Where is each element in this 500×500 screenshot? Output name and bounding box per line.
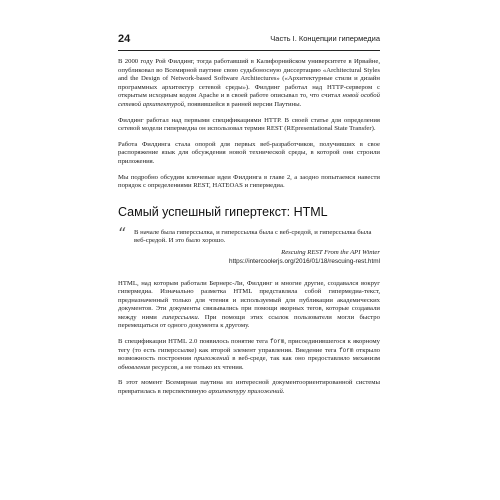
emphasis: гиперссылки [162, 313, 198, 321]
page-body [118, 58, 380, 397]
quote-url: https://intercoolerjs.org/2016/01/18/rescuing-rest.html [229, 257, 380, 265]
text-run: ресурсов, а не только их чтения. [150, 363, 244, 371]
intro-paragraphs [118, 58, 380, 191]
text-run: в веб-среде, так как оно предоставляло механизм [229, 355, 380, 363]
text-run: открыло возможность построения [118, 346, 381, 363]
text-run: . [282, 388, 285, 396]
text-run: , появившейся в ранней версии Паутины. [184, 100, 302, 108]
quote-source: Rescuing REST From the API Winter [281, 248, 380, 256]
paragraph [118, 58, 380, 110]
paragraph [118, 280, 380, 332]
emphasis: архитектуру приложений [208, 388, 283, 396]
text-run: В этот момент Всемирная паутина из интересной документоориентированной системы превратилась в перспективную [118, 379, 380, 396]
emphasis: обновления [118, 363, 151, 371]
text-run: HTML, над которым работали Бернерс-Ли, Филдинг и многие другие, создавался вокруг гипермедиа. Изначально разметка HTML представляла собой гипермедиа-текст, предназначенный только для чтения и используемый для публикации академических документов. Эти документы связывались при помощи якорных тегов, которые создавали между ними [118, 279, 380, 321]
text-run: , присоединившегося к якорному тегу (то есть гиперссылке) как второй элемент управления. Введение тега [118, 338, 380, 354]
epigraph-quote [118, 223, 380, 266]
paragraph [118, 174, 380, 191]
page-number: 24 [118, 33, 131, 45]
section-title: Самый успешный гипертекст: HTML [118, 204, 328, 219]
emphasis: приложений [194, 355, 230, 363]
header-rule [118, 50, 380, 51]
text-run: В 2000 году Рой Филдинг, тогда работавший в Калифорнийском университете в Ирвайне, опубликовал во Всемирной паутине свою судьбоносную диссертацию «Architectural Styles and the Design of Network-based Software Architectures» («Архитектурные стили и дизайн программных архитектур сетевой среды»). Филдинг работал над HTTP-сервером с открытым исходным кодом Apache и в своей работе описывал то, что считал [118, 58, 380, 100]
running-head: Часть I. Концепции гипермедиа [270, 34, 380, 43]
text-run: Филдинг работал над первыми спецификациями HTTP. В своей статье для определения сетевой модели гипермедиа он использовал термин REST (REpresentational State Transfer). [118, 116, 380, 133]
text-run: Мы подробно обсудим ключевые идеи Филдинга в главе 2, а заодно попытаемся навести порядок с определениями REST, HATEOAS и гипермедиа. [118, 173, 380, 190]
quote-text: В начале была гиперссылка, и гиперссылка была с веб-средой, и гиперссылка была веб-средой. И это было хорошо. [134, 228, 372, 245]
quote-mark-icon: “ [118, 223, 127, 243]
inline-code: form [339, 346, 354, 354]
paragraph [118, 379, 380, 396]
paragraph [118, 117, 380, 134]
paragraph [118, 141, 380, 167]
emphasis: новой особой сетевой архитектурой [118, 92, 380, 108]
text-run: В спецификации HTML 2.0 появилось понятие тега [118, 338, 270, 346]
page-header [118, 33, 380, 49]
paragraph [118, 338, 380, 372]
inline-code: form [269, 338, 285, 346]
text-run: . При помощи этих ссылок пользователи могли быстро перемещаться от одного документа к другому. [118, 313, 380, 330]
body-paragraphs [118, 280, 380, 397]
text-run: Работа Филдинга стала опорой для первых веб-разработчиков, получивших в свое распоряжение язык для обсуждения новой технической среды, в которой они строили приложения. [118, 140, 380, 165]
